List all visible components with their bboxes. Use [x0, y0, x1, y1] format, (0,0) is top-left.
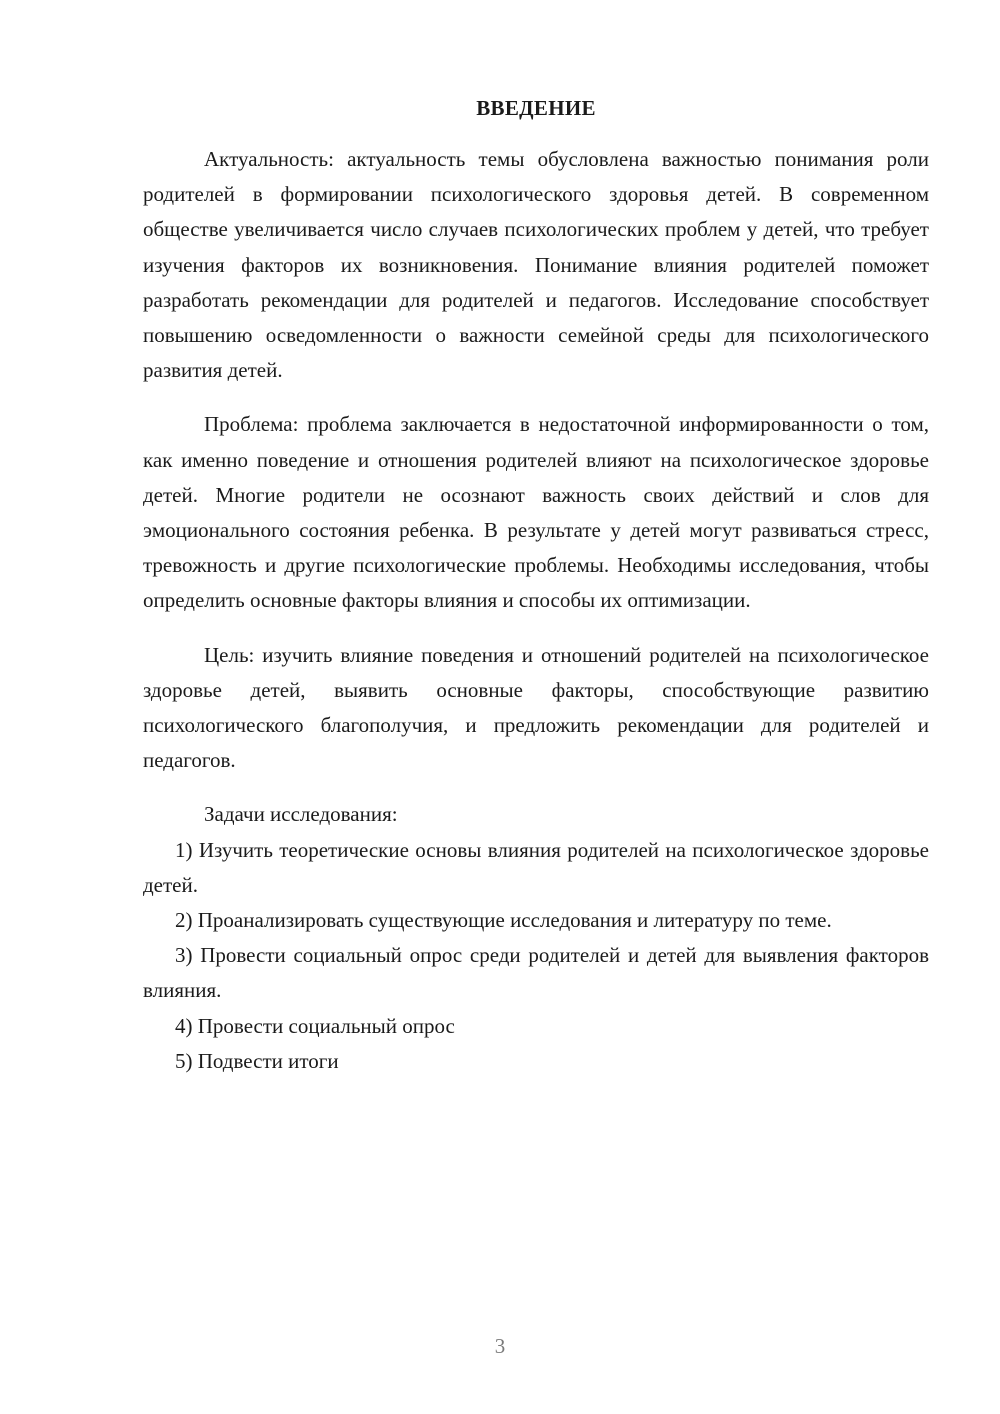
paragraph-relevance: Актуальность: актуальность темы обусловлена важностью понимания роли родителей в формировании психологического здоровья детей. В современном обществе увеличивается число случаев психологических проблем у детей, что требует изучения факторов их возникновения. Понимание влияния родителей поможет разработать рекомендации для родителей и педагогов. Исследование способствует повышению осведомленности о важности семейной среды для психологического развития детей.	[143, 147, 929, 383]
task-item: 1) Изучить теоретические основы влияния родителей на психологическое здоровье детей.	[143, 837, 929, 897]
paragraph-goal: Цель: изучить влияние поведения и отношений родителей на психологическое здоровье детей, выявить основные факторы, способствующие развитию психологического благополучия, и предложить рекомендации для родителей и педагогов.	[143, 642, 929, 773]
document-body	[143, 142, 929, 1079]
task-item: 3) Провести социальный опрос среди родителей и детей для выявления факторов влияния.	[143, 943, 929, 1003]
task-item: 2) Проанализировать существующие исследования и литературу по теме.	[175, 908, 832, 933]
task-item: 5) Подвести итоги	[175, 1048, 339, 1073]
task-item: 4) Провести социальный опрос	[175, 1013, 455, 1038]
paragraph-problem: Проблема: проблема заключается в недостаточной информированности о том, как именно поведение и отношения родителей влияют на психологическое здоровье детей. Многие родители не осознают важность своих действий и слов для эмоционального состояния ребенка. В результате у детей могут развиваться стресс, тревожность и другие психологические проблемы. Необходимы исследования, чтобы определить основные факторы влияния и способы их оптимизации.	[143, 412, 929, 613]
page-title: ВВЕДЕНИЕ	[476, 96, 596, 120]
page-number: 3	[494, 1334, 506, 1358]
tasks-heading: Задачи исследования:	[204, 802, 398, 827]
